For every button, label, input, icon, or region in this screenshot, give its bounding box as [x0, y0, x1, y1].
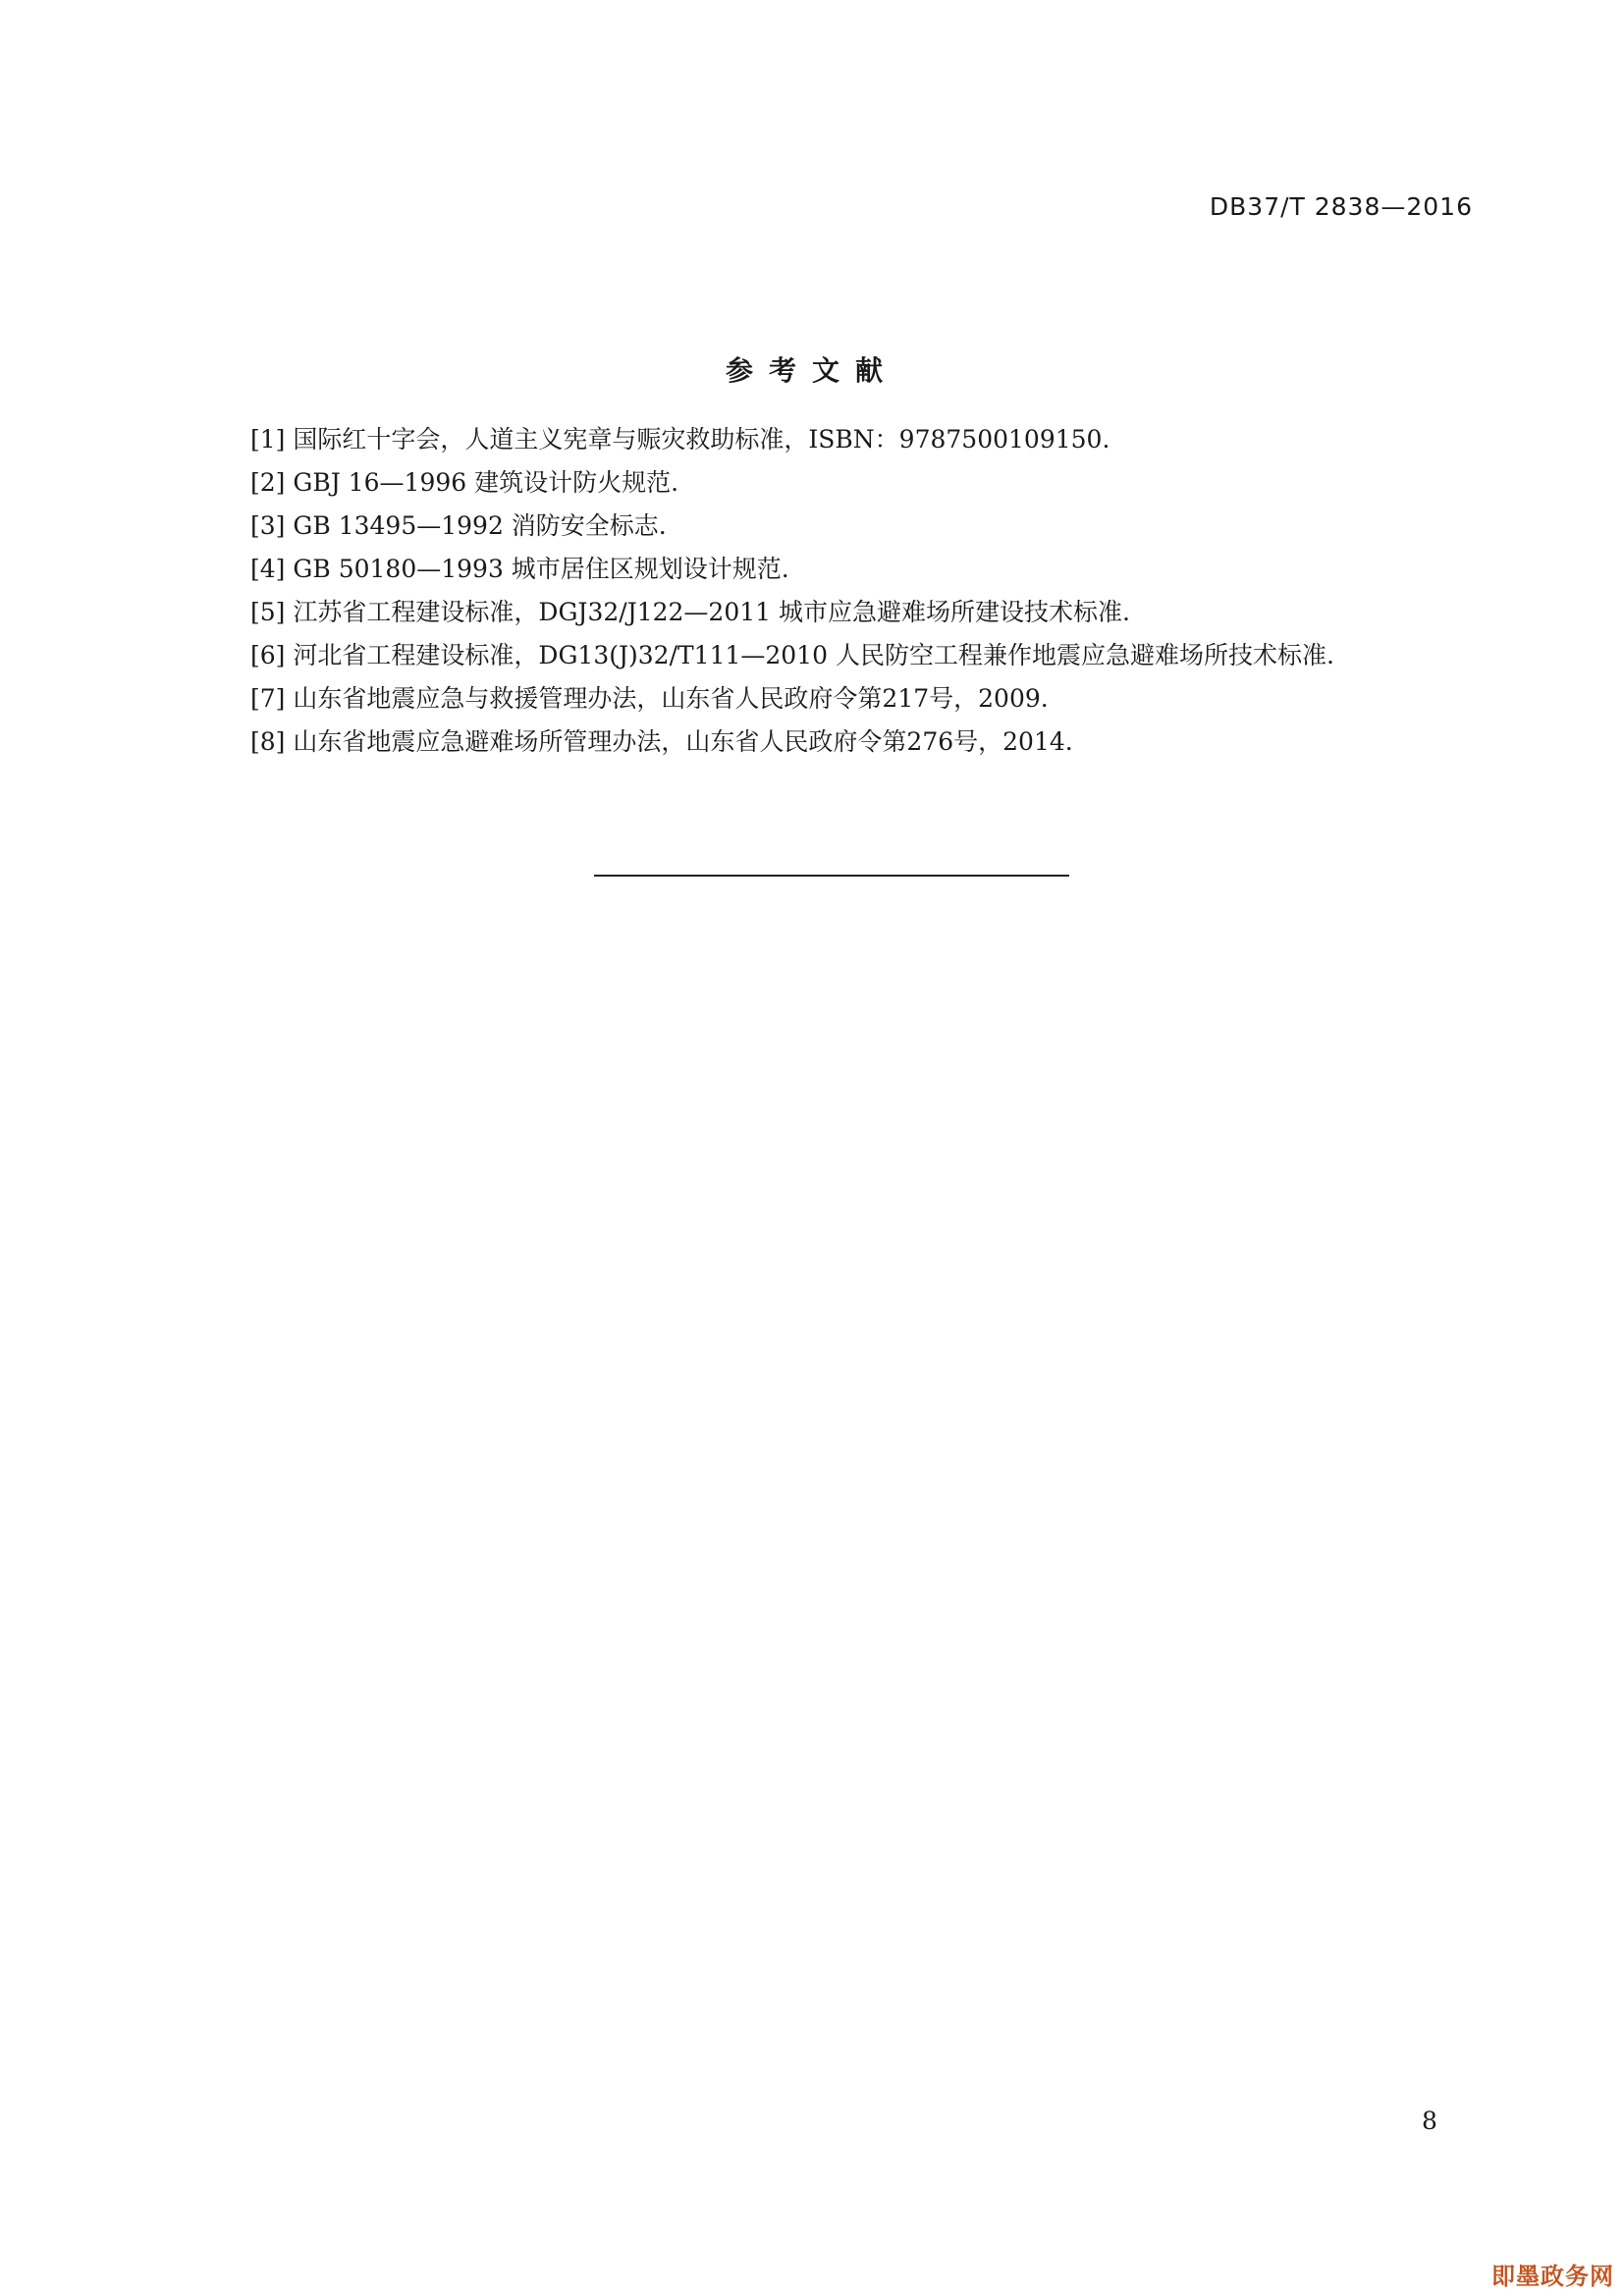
watermark: 即墨政务网 — [1491, 2263, 1614, 2290]
reference-text: GB 13495—1992 消防安全标志. — [293, 511, 667, 540]
reference-item — [194, 634, 1471, 677]
reference-number: [4] — [250, 555, 286, 583]
reference-number: [1] — [250, 425, 286, 454]
page-title: 参考文献 — [725, 354, 898, 387]
reference-item — [194, 505, 1471, 548]
reference-list — [194, 418, 1471, 764]
reference-number: [6] — [250, 641, 286, 669]
reference-text: GB 50180—1993 城市居住区规划设计规范. — [293, 555, 789, 583]
reference-item — [194, 548, 1471, 591]
reference-number: [8] — [250, 727, 286, 756]
reference-number: [2] — [250, 468, 286, 497]
reference-text: 河北省工程建设标准，DG13(J)32/T111—2010 人民防空工程兼作地震应急避难场所技术标准. — [293, 641, 1334, 669]
reference-text: 山东省地震应急避难场所管理办法，山东省人民政府令第276号，2014. — [293, 727, 1073, 756]
reference-item — [194, 418, 1471, 461]
reference-text: 江苏省工程建设标准，DGJ32/J122—2011 城市应急避难场所建设技术标准. — [293, 598, 1130, 626]
reference-item — [194, 591, 1471, 634]
standard-code: DB37/T 2838—2016 — [1209, 192, 1473, 221]
end-rule — [594, 875, 1069, 877]
reference-number: [7] — [250, 684, 286, 713]
reference-item — [194, 721, 1471, 764]
reference-item — [194, 461, 1471, 505]
reference-item — [194, 677, 1471, 721]
reference-number: [5] — [250, 598, 286, 626]
reference-text: 山东省地震应急与救援管理办法，山东省人民政府令第217号，2009. — [293, 684, 1049, 713]
page-number: 8 — [1422, 2107, 1437, 2135]
reference-text: 国际红十字会，人道主义宪章与赈灾救助标准，ISBN：9787500109150. — [293, 425, 1110, 454]
reference-text: GBJ 16—1996 建筑设计防火规范. — [293, 468, 679, 497]
reference-number: [3] — [250, 511, 286, 540]
